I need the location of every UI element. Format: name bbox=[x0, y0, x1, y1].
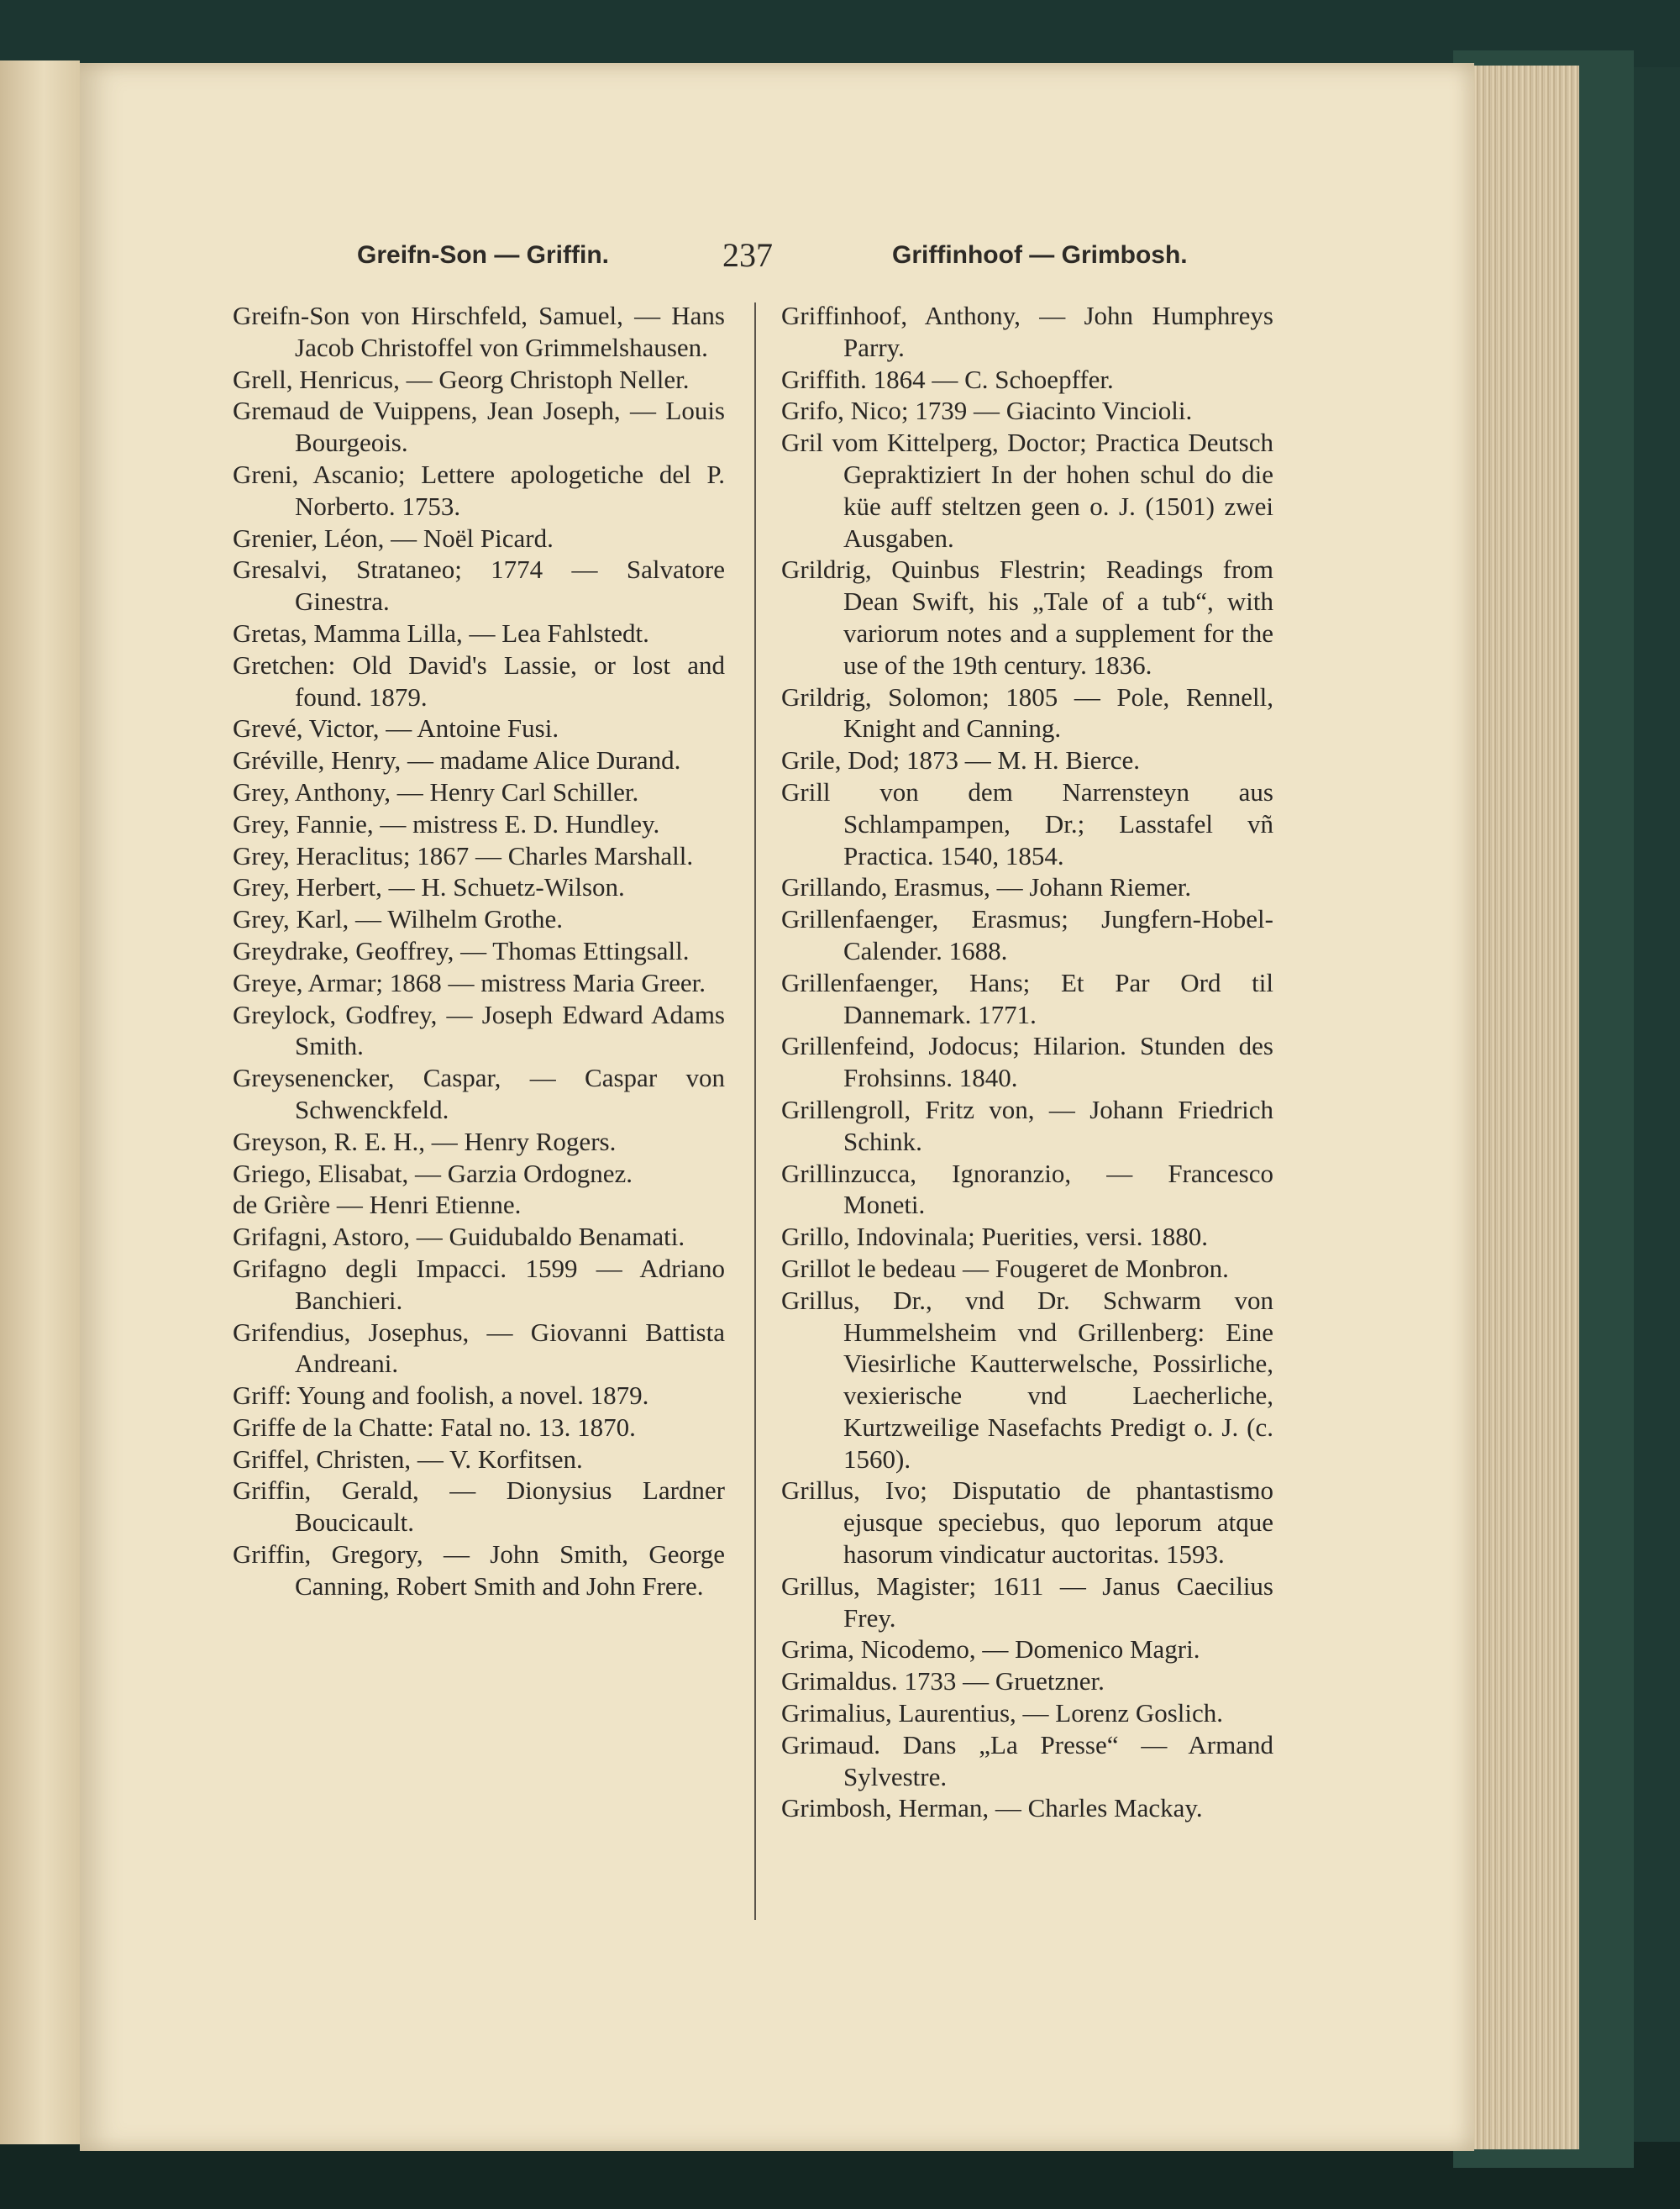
index-entry: Griffin, Gerald, — Dionysius Lardner Boucicault. bbox=[233, 1475, 725, 1538]
index-entry: Grell, Henricus, — Georg Christoph Neller. bbox=[233, 364, 690, 394]
page-block-edges bbox=[1462, 66, 1579, 2149]
index-entry: Greyson, R. E. H., — Henry Rogers. bbox=[233, 1126, 617, 1156]
index-entry: Gréville, Henry, — madame Alice Durand. bbox=[233, 745, 681, 776]
index-entry: Grima, Nicodemo, — Domenico Magri. bbox=[781, 1634, 1200, 1665]
index-entry: Gril vom Kittelperg, Doctor; Practica Deutsch Gepraktiziert In der hohen schul do die küe auff steltzen geen o. J. (1501) zwei Ausgaben. bbox=[781, 428, 1273, 553]
right-column bbox=[781, 300, 1273, 1824]
index-entry: Grey, Heraclitus; 1867 — Charles Marshall. bbox=[233, 840, 694, 870]
index-entry: Greifn-Son von Hirschfeld, Samuel, — Hans Jacob Christoffel von Grimmelshausen. bbox=[233, 301, 725, 362]
page-number: 237 bbox=[722, 236, 773, 274]
index-entry: Grimaud. Dans „La Presse“ — Armand Sylvestre. bbox=[781, 1729, 1273, 1791]
index-entry: Grillinzucca, Ignoranzio, — Francesco Moneti. bbox=[781, 1158, 1273, 1220]
index-entry: Grey, Herbert, — H. Schuetz-Wilson. bbox=[233, 872, 625, 902]
index-entry: Grillenfaenger, Hans; Et Par Ord til Dannemark. 1771. bbox=[781, 967, 1273, 1029]
index-entry: Grimalius, Laurentius, — Lorenz Goslich. bbox=[781, 1698, 1224, 1728]
index-entry: Gremaud de Vuippens, Jean Joseph, — Louis Bourgeois. bbox=[233, 396, 725, 458]
index-entry: Grill von dem Narrensteyn aus Schlampampen, Dr.; Lasstafel vñ Practica. 1540, 1854. bbox=[781, 776, 1273, 870]
index-entry: Griff: Young and foolish, a novel. 1879. bbox=[233, 1381, 649, 1411]
facing-page-edge bbox=[0, 60, 80, 2144]
index-entry: Grillus, Dr., vnd Dr. Schwarm von Hummelsheim vnd Grillenberg: Eine Viesirliche Kautterwelsche, Possirliche, vexierische vnd Laecherliche, Kurtzweilige Nasefachts Predigt o. J. (c. 1560). bbox=[781, 1285, 1273, 1474]
background-bottom bbox=[0, 2142, 1680, 2209]
running-head-left: Greifn-Son — Griffin. bbox=[357, 241, 609, 269]
index-entry: Griffinhoof, Anthony, — John Humphreys Parry. bbox=[781, 301, 1273, 362]
index-entry: Grillando, Erasmus, — Johann Riemer. bbox=[781, 872, 1192, 902]
index-entry: Grenier, Léon, — Noël Picard. bbox=[233, 523, 554, 553]
index-entry: Grifagno degli Impacci. 1599 — Adriano Banchieri. bbox=[233, 1253, 725, 1315]
index-entry: Greysenencker, Caspar, — Caspar von Schwenckfeld. bbox=[233, 1063, 725, 1124]
index-entry: Grevé, Victor, — Antoine Fusi. bbox=[233, 713, 559, 744]
running-head-right: Griffinhoof — Grimbosh. bbox=[892, 241, 1188, 269]
index-entry: Grillo, Indovinala; Puerities, versi. 1880. bbox=[781, 1222, 1208, 1252]
index-entry: Gretchen: Old David's Lassie, or lost and found. 1879. bbox=[233, 650, 725, 712]
index-entry: Grimaldus. 1733 — Gruetzner. bbox=[781, 1666, 1105, 1696]
index-entry: Greylock, Godfrey, — Joseph Edward Adams Smith. bbox=[233, 999, 725, 1061]
index-entry: Griffith. 1864 — C. Schoepffer. bbox=[781, 364, 1114, 394]
left-column bbox=[233, 300, 725, 1602]
index-entry: Griego, Elisabat, — Garzia Ordognez. bbox=[233, 1158, 633, 1188]
index-entry: Grillengroll, Fritz von, — Johann Friedrich Schink. bbox=[781, 1094, 1273, 1156]
index-entry: Grifo, Nico; 1739 — Giacinto Vincioli. bbox=[781, 396, 1193, 426]
index-entry: Griffin, Gregory, — John Smith, George Canning, Robert Smith and John Frere. bbox=[233, 1539, 725, 1601]
index-entry: Grifagni, Astoro, — Guidubaldo Benamati. bbox=[233, 1222, 685, 1252]
index-entry: Greni, Ascanio; Lettere apologetiche del P. Norberto. 1753. bbox=[233, 459, 725, 521]
index-entry: Grey, Anthony, — Henry Carl Schiller. bbox=[233, 776, 639, 807]
index-entry: Grillus, Ivo; Disputatio de phantastismo ejusque speciebus, quo leporum atque hasorum vindicatur auctoritas. 1593. bbox=[781, 1475, 1273, 1570]
index-entry: Grifendius, Josephus, — Giovanni Battista Andreani. bbox=[233, 1317, 725, 1379]
index-entry: Grey, Karl, — Wilhelm Grothe. bbox=[233, 904, 564, 934]
index-entry: de Grière — Henri Etienne. bbox=[233, 1190, 522, 1220]
index-entry: Grillot le bedeau — Fougeret de Monbron. bbox=[781, 1253, 1229, 1283]
index-entry: Griffe de la Chatte: Fatal no. 13. 1870. bbox=[233, 1412, 636, 1442]
index-entry: Grillus, Magister; 1611 — Janus Caecilius Frey. bbox=[781, 1570, 1273, 1633]
index-entry: Griffel, Christen, — V. Korfitsen. bbox=[233, 1444, 583, 1474]
background-top bbox=[0, 0, 1680, 67]
column-divider bbox=[754, 302, 756, 1920]
index-entry: Grimbosh, Herman, — Charles Mackay. bbox=[781, 1793, 1203, 1823]
index-entry: Greydrake, Geoffrey, — Thomas Ettingsall. bbox=[233, 935, 690, 965]
index-entry: Greye, Armar; 1868 — mistress Maria Greer. bbox=[233, 967, 706, 997]
index-entry: Gresalvi, Strataneo; 1774 — Salvatore Ginestra. bbox=[233, 555, 725, 617]
index-entry: Grillenfaenger, Erasmus; Jungfern-Hobel-Calender. 1688. bbox=[781, 904, 1273, 965]
index-entry: Grey, Fannie, — mistress E. D. Hundley. bbox=[233, 808, 660, 839]
index-entry: Grile, Dod; 1873 — M. H. Bierce. bbox=[781, 745, 1141, 776]
index-entry: Gretas, Mamma Lilla, — Lea Fahlstedt. bbox=[233, 618, 649, 648]
index-entry: Grillenfeind, Jodocus; Hilarion. Stunden des Frohsinns. 1840. bbox=[781, 1031, 1273, 1093]
index-entry: Grildrig, Solomon; 1805 — Pole, Rennell, Knight and Canning. bbox=[781, 681, 1273, 744]
index-entry: Grildrig, Quinbus Flestrin; Readings from Dean Swift, his „Tale of a tub“, with variorum notes and a supplement for the use of the 19th century. 1836. bbox=[781, 555, 1273, 680]
